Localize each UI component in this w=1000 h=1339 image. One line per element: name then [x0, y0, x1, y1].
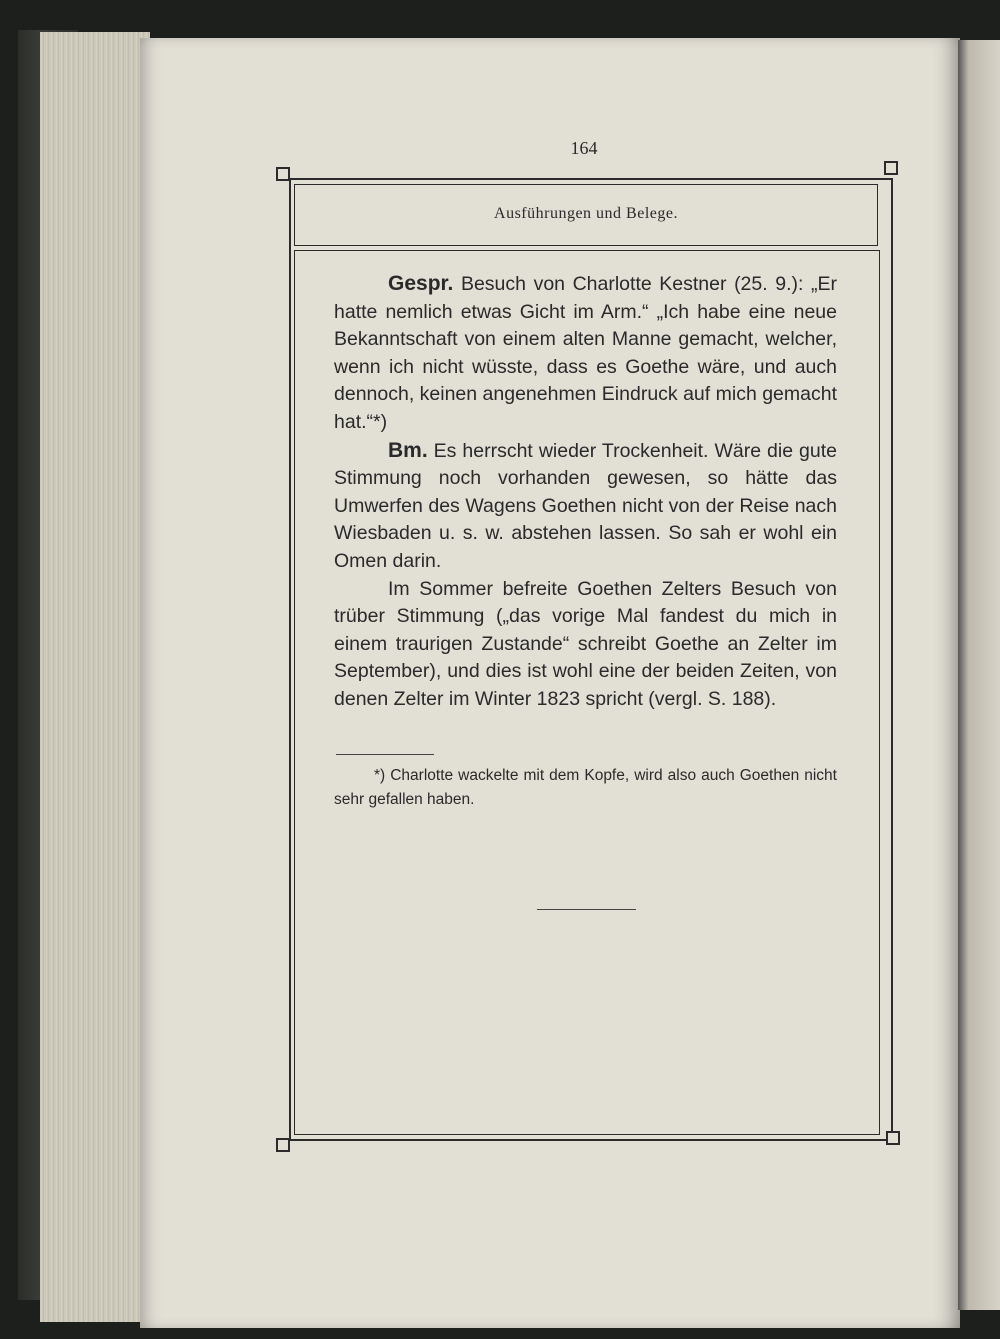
facing-page-edge [958, 40, 1000, 1310]
footnote-divider [336, 754, 434, 755]
end-divider [537, 909, 636, 910]
paragraph-text: Es herrscht wieder Trockenheit. Wäre die gute Stimmung noch vorhanden gewesen, so hätte das Umwerfen des Wagens Goethen nicht von der Reise nach Wiesbaden u. s. w. abstehen lassen. So sah er wohl ein Omen darin. [334, 439, 837, 572]
footnote: *) Charlotte wackelte mit dem Kopfe, wird also auch Goethen nicht sehr gefallen haben. [334, 767, 837, 808]
paragraph-sommer [334, 576, 837, 714]
main-text [334, 270, 837, 714]
paragraph-lead: Bm. [388, 438, 428, 462]
paragraph-text: Besuch von Charlotte Kestner (25. 9.): „Er hatte nemlich etwas Gicht im Arm.“ „Ich habe eine neue Bekanntschaft von einem alten Manne gemacht, welcher, wenn ich nicht wüsste, dass es Goethe wäre, und auch dennoch, keinen angenehmen Eindruck auf mich gemacht hat.“*) [334, 273, 837, 433]
frame-corner-bottom-right [886, 1131, 900, 1145]
page-stack-edge [40, 32, 150, 1322]
section-title: Ausführungen und Belege. [494, 205, 678, 222]
frame-corner-top-left [276, 167, 290, 181]
page-number: 164 [570, 138, 598, 158]
paragraph-bm [334, 437, 837, 576]
paragraph-text: Im Sommer befreite Goethen Zelters Besuch von trüber Stimmung („das vorige Mal fandest du mich in einem traurigen Zustande“ schreibt Goethe an Zelter im September), und dies ist wohl eine der beiden Zeiten, von denen Zelter im Winter 1823 spricht (vergl. S. 188). [334, 577, 837, 710]
header-box [294, 184, 878, 246]
frame-corner-top-right [884, 161, 898, 175]
paragraph-gespr [334, 270, 837, 437]
frame-corner-bottom-left [276, 1138, 290, 1152]
paragraph-lead: Gespr. [388, 272, 454, 295]
